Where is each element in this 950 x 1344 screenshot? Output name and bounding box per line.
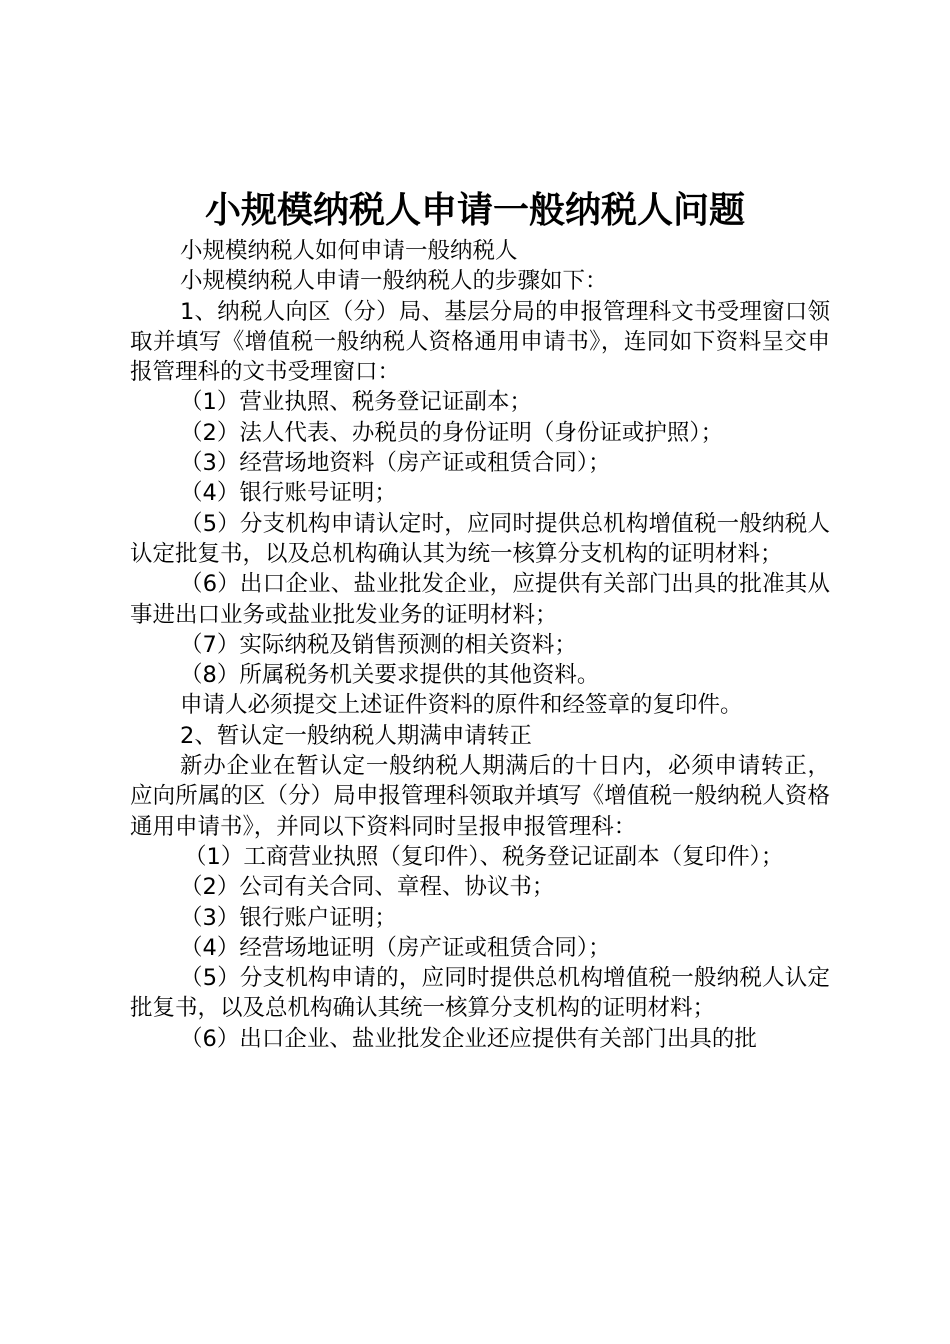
paragraph-step-2: 2、暂认定一般纳税人期满申请转正: [180, 722, 532, 749]
paragraph-item-1-3: （3）经营场地资料（房产证或租赁合同）；: [180, 450, 611, 477]
paragraph-item-1-5: （5）分支机构申请认定时，应同时提供总机构增值税一般纳税人认定批复书，以及总机构确认其为统一核算分支机构的证明材料；: [130, 510, 830, 567]
paragraph-item-1-1: （1）营业执照、税务登记证副本；: [180, 389, 532, 416]
paragraph-item-2-4: （4）经营场地证明（房产证或租赁合同）；: [180, 934, 611, 961]
paragraph-item-2-2: （2）公司有关合同、章程、协议书；: [180, 874, 555, 901]
paragraph-item-2-1: （1）工商营业执照（复印件）、税务登记证副本（复印件）；: [184, 843, 784, 870]
paragraph-item-1-7: （7）实际纳税及销售预测的相关资料；: [180, 631, 577, 658]
paragraph-step-1: 1、纳税人向区（分）局、基层分局的申报管理科文书受理窗口领取并填写《增值税一般纳税人资格通用申请书》，连同如下资料呈交申报管理科的文书受理窗口：: [130, 298, 830, 386]
paragraph-item-1-4: （4）银行账号证明；: [180, 480, 397, 507]
paragraph-steps-intro: 小规模纳税人申请一般纳税人的步骤如下：: [180, 268, 608, 295]
paragraph-item-2-3: （3）银行账户证明；: [180, 904, 397, 931]
paragraph-step-2-detail: 新办企业在暂认定一般纳税人期满后的十日内，必须申请转正，应向所属的区（分）局申报管理科领取并填写《增值税一般纳税人资格通用申请书》，并同以下资料同时呈报申报管理科：: [130, 753, 830, 840]
paragraph-item-1-6: （6）出口企业、盐业批发企业，应提供有关部门出具的批准其从事进出口业务或盐业批发业务的证明材料；: [130, 571, 830, 628]
document-body: [130, 236, 830, 1054]
paragraph-item-1-8: （8）所属税务机关要求提供的其他资料。: [180, 662, 600, 689]
paragraph-original-copies-note: 申请人必须提交上述证件资料的原件和经签章的复印件。: [180, 692, 743, 719]
paragraph-item-2-6: （6）出口企业、盐业批发企业还应提供有关部门出具的批: [180, 1025, 757, 1052]
paragraph-item-2-5: （5）分支机构申请的，应同时提供总机构增值税一般纳税人认定批复书，以及总机构确认其统一核算分支机构的证明材料；: [130, 965, 830, 1022]
document-title: 小规模纳税人申请一般纳税人问题: [204, 189, 745, 231]
paragraph-item-1-2: （2）法人代表、办税员的身份证明（身份证或护照）；: [180, 419, 724, 446]
paragraph-intro-question: 小规模纳税人如何申请一般纳税人: [180, 238, 518, 264]
